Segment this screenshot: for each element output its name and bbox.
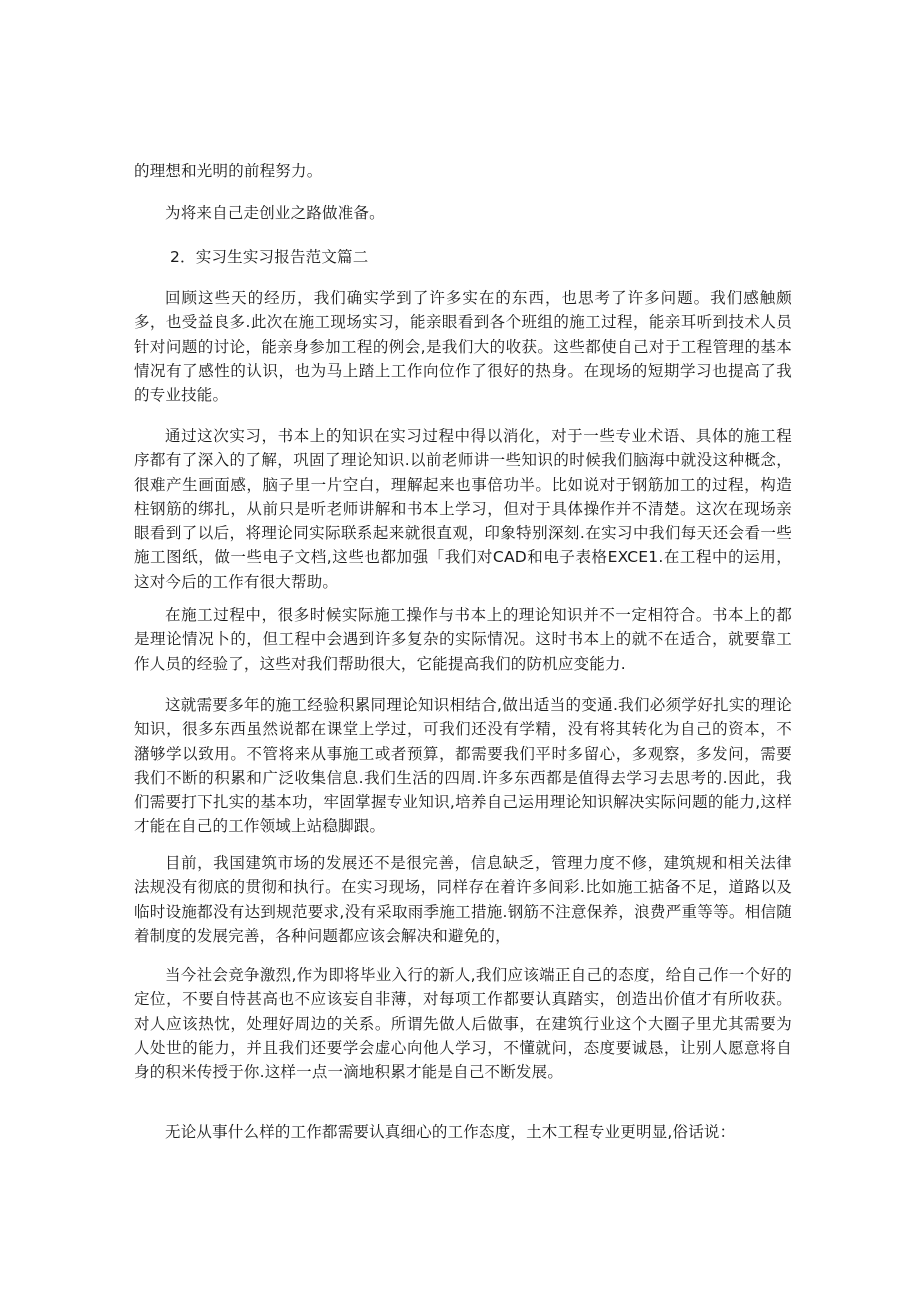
- paragraph-6: 当今社会竞争激烈,作为即将毕业入行的新人,我们应该端正自己的态度，给自己作一个好的定位，不要自恃甚高也不应该妄自非薄，对每项工作都要认真踏实，创造出价值才有所收获。对人应该热忱，处理好周边的关系。所谓先做人后做事，在建筑行业这个大圈子里尤其需要为人处世的能力，并且我们还要学会虚心向他人学习，不懂就问，态度要诚恳，让别人愿意将自身的积米传授于你.这样一点一滴地积累才能是自己不断发展。: [134, 966, 792, 1082]
- intro-line-1: 的理想和光明的前程努力。: [134, 162, 323, 180]
- section-heading: 2．实习生实习报告范文篇二: [170, 248, 369, 266]
- paragraph-3: 在施工过程中，很多时候实际施工操作与书本上的理论知识并不一定相符合。书本上的都是理论情况卜的，但工程中会遇到许多复杂的实际情况。这时书本上的就不在适合，就要靠工作人员的经验了，这些对我们帮助很大，它能提高我们的防机应变能力.: [134, 606, 792, 673]
- paragraph-7: 无论从事什么样的工作都需要认真细心的工作态度，土木工程专业更明显,俗话说：: [165, 1123, 736, 1141]
- paragraph-4: 这就需要多年的施工经验积累同理论知识相结合,做出适当的变通.我们必须学好扎实的理论知识，很多东西虽然说都在课堂上学过，可我们还没有学精，没有将其转化为自己的资本，不潴够学以致用。不管将来从事施工或者预算，都需要我们平时多留心，多观察，多发问，需要我们不断的积累和广泛收集信息.我们生活的四周.许多东西都是值得去学习去思考的.因此，我们需要打下扎实的基本功，牢固掌握专业知识,培养自己运用理论知识解决实际问题的能力,这样才能在自己的工作领域上站稳脚跟。: [134, 696, 792, 836]
- paragraph-2: 通过这次实习，书本上的知识在实习过程中得以消化，对于一些专业术语、具体的施工程序都有了深入的了解，巩固了理论知识.以前老师讲一些知识的时候我们脑海中就没这种概念，很难产生画面感，脑子里一片空白，理解起来也事倍功半。比如说对于钢筋加工的过程，构造柱钢筋的绑扎，从前只是听老师讲解和书本上学习，但对于具体操作并不清楚。这次在现场亲眼看到了以后，将理论同实际联系起来就很直观，印象特别深刻.在实习中我们每天还会看一些施工图纸，做一些电子文档,这些也都加强「我们对CAD和电子表格EXCE1.在工程中的运用，这对今后的工作有很大帮助。: [134, 427, 792, 591]
- intro-line-2: 为将来自己走创业之路做准备。: [165, 204, 385, 222]
- paragraph-5: 目前，我国建筑市场的发展还不是很完善，信息缺乏，管理力度不修，建筑规和相关法律法规没有彻底的贯彻和执行。在实习现场，同样存在着许多间彩.比如施工掂备不足，道路以及临时设施都没有达到规范要求,没有采取雨季施工措施.钢筋不注意保养，浪费严重等等。相信随着制度的发展完善，各种问题都应该会解决和避免的，: [134, 854, 792, 945]
- paragraph-1: 回顾这些天的经历，我们确实学到了许多实在的东西，也思考了许多问题。我们感触颇多，也受益良多.此次在施工现场实习，能亲眼看到各个班组的施工过程，能亲耳听到技术人员针对问题的讨论，能亲身参加工程的例会,是我们大的收获。这些都使自己对于工程管理的基本情况有了感性的认识，也为马上踏上工作向位作了很好的热身。在现场的短期学习也提高了我的专业技能。: [134, 289, 792, 405]
